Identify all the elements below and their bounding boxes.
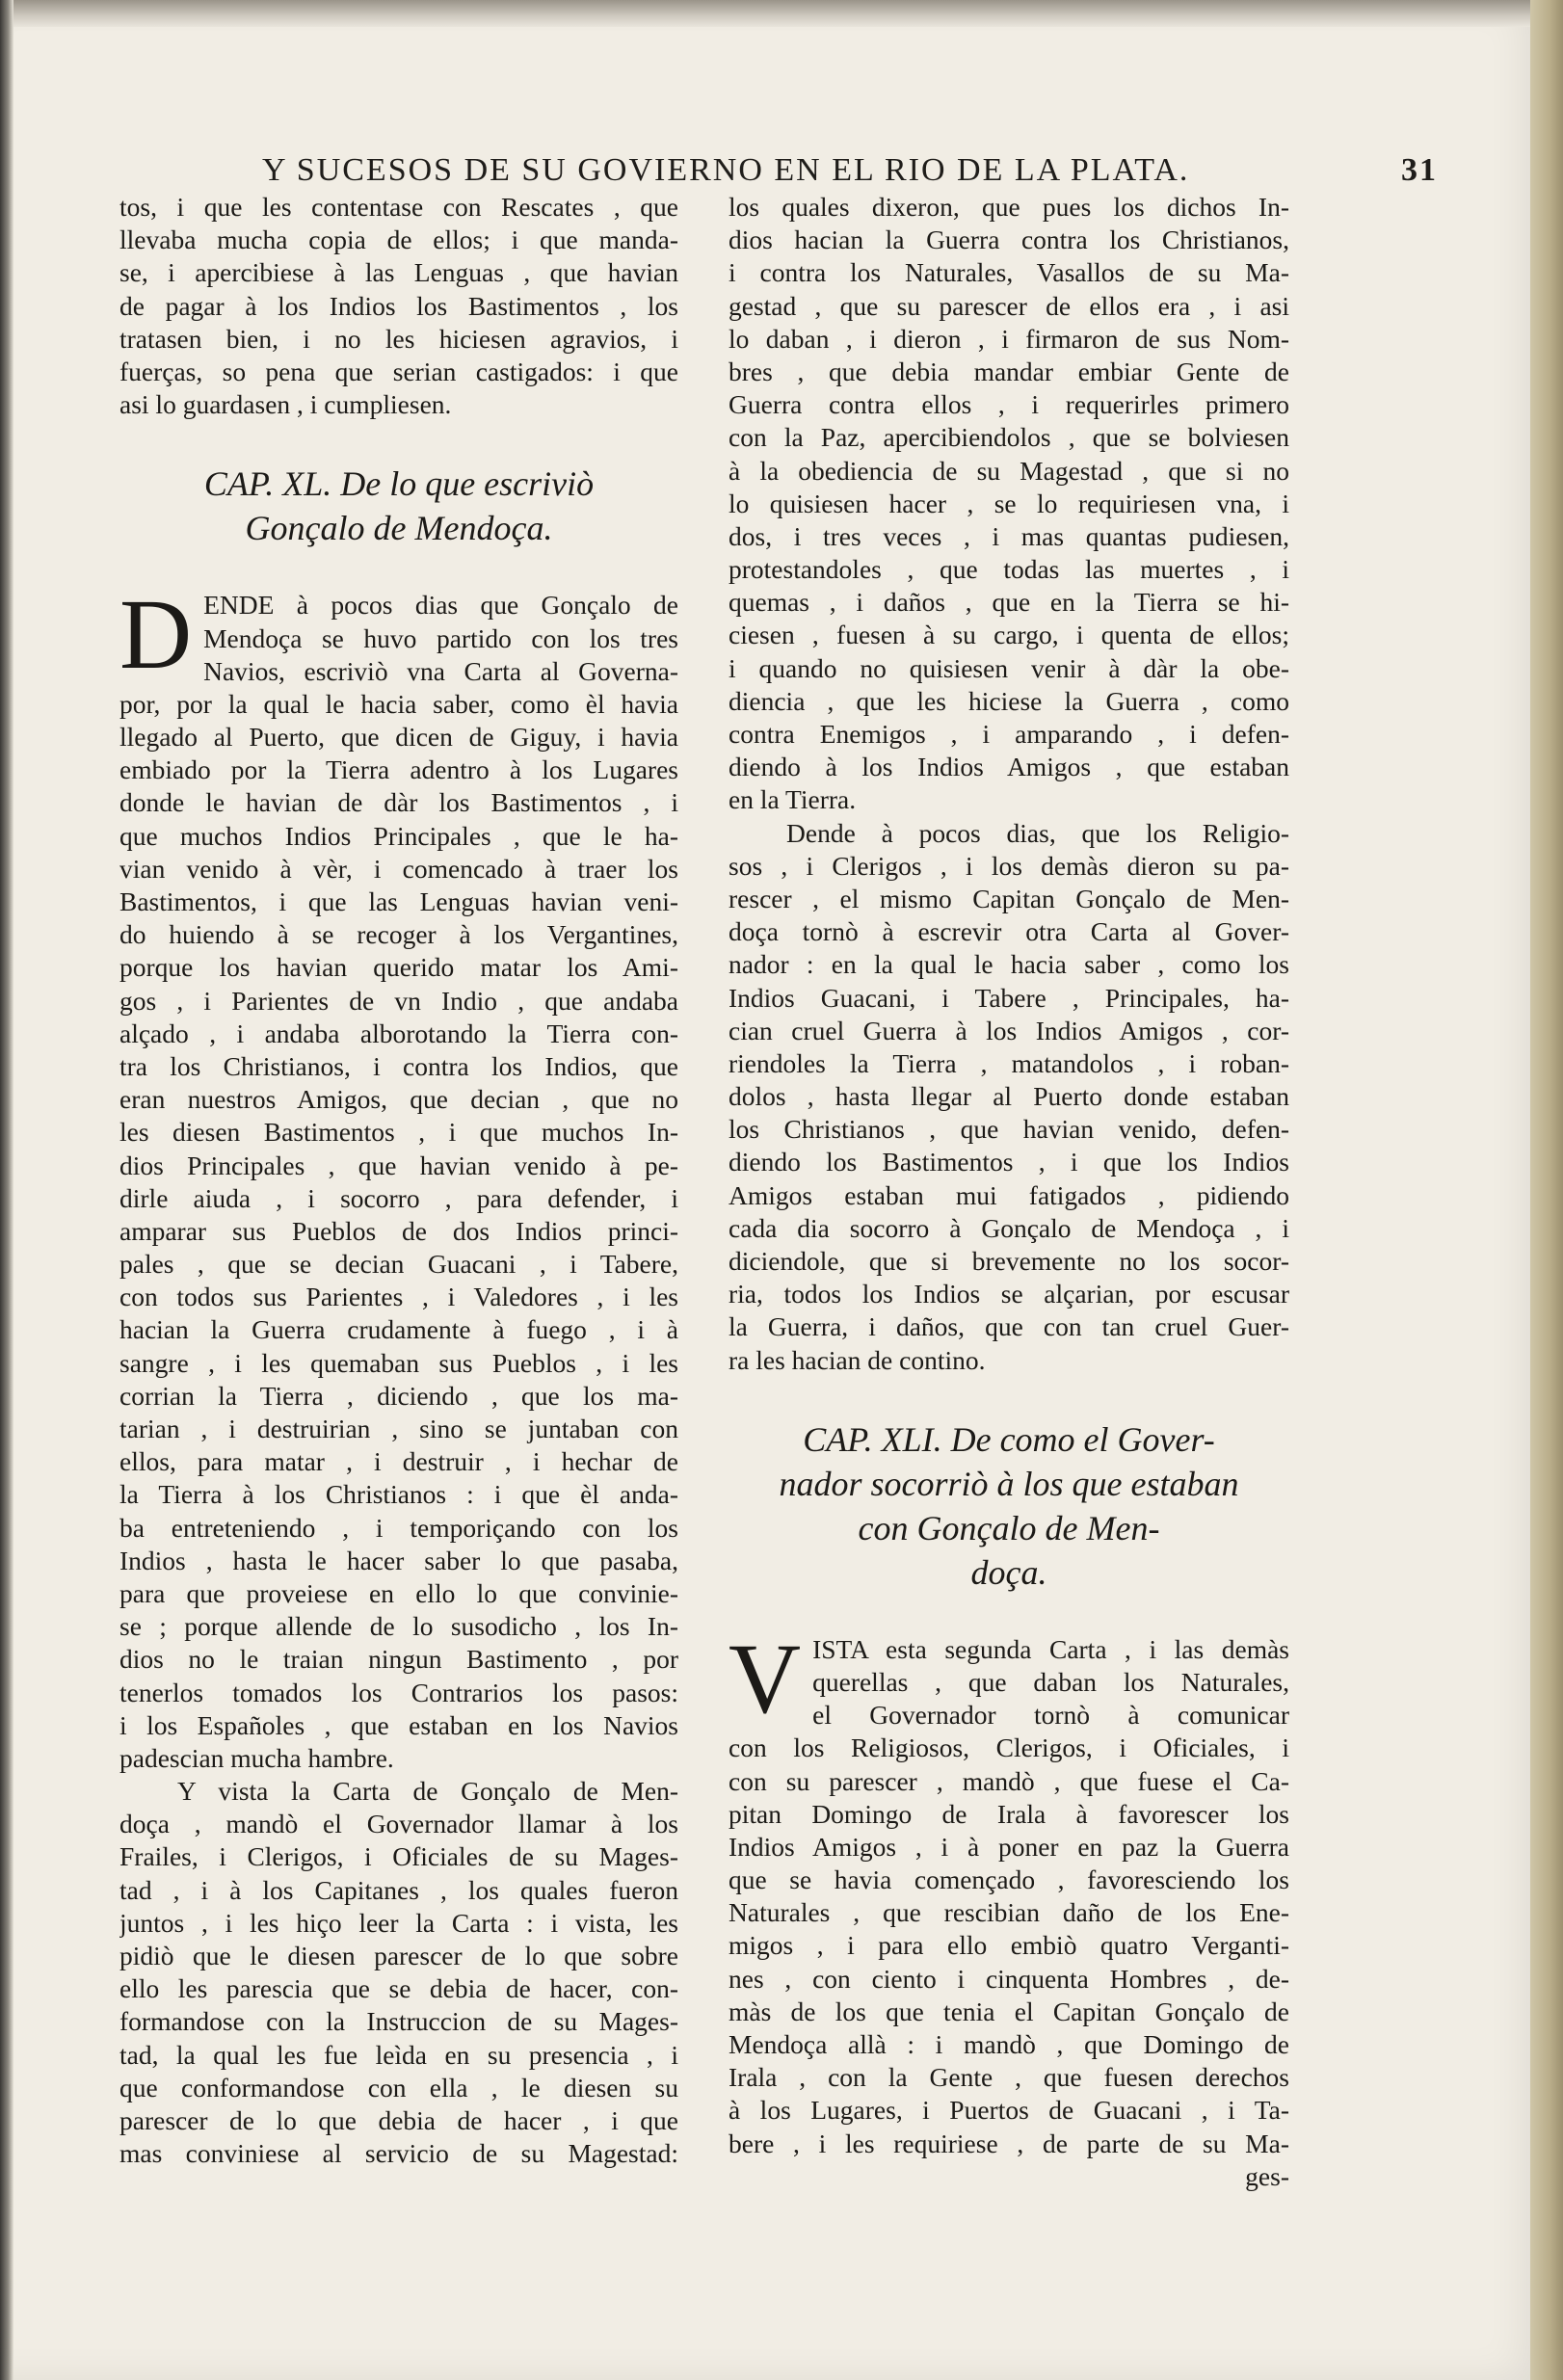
text-line: parescer de lo que debia de hacer , i que: [119, 2104, 678, 2135]
text-line: tarian , i destruirian , sino se juntaban con: [119, 1414, 678, 1443]
chapter-heading-line: nador socorriò à los que estaban: [779, 1464, 1239, 1503]
text-line: llegado al Puerto, que dicen de Giguy, i havia: [119, 722, 678, 753]
text-line: dios no le traian ningun Bastimento , por: [119, 1644, 678, 1675]
text-line: dios hacian la Guerra contra los Christianos,: [729, 225, 1289, 255]
text-line: i contra los Naturales, Vasallos de su Ma-: [729, 257, 1289, 288]
text-line: lo daban , i dieron , i firmaron de sus Nom-: [729, 323, 1289, 354]
running-head: [262, 152, 1438, 189]
text-line: à la obediencia de su Magestad , que si no: [729, 455, 1289, 486]
text-line: Naturales , que rescibian daño de los Ene-: [729, 1897, 1289, 1928]
text-line: do huiendo à se recoger à los Vergantines,: [119, 919, 678, 950]
text-line: ria, todos los Indios se alçarian, por escusar: [729, 1279, 1289, 1309]
text-line: ellos, para matar , i destruir , i hechar de: [119, 1446, 678, 1477]
page-left-edge: [0, 0, 13, 2380]
text-line: dirle aiuda , i socorro , para defender, i: [119, 1182, 678, 1213]
text-line: fuerças, so pena que serian castigados: i que: [119, 356, 678, 386]
chapter-heading-line: Gonçalo de Mendoça.: [245, 509, 553, 548]
text-line: con su parescer , mandò , que fuese el Ca-: [729, 1765, 1289, 1796]
text-line: ba entreteniendo , i temporiçando con los: [119, 1512, 678, 1543]
text-line: alçado , i andaba alborotando la Tierra con-: [119, 1018, 678, 1048]
text-line: los Christianos , que havian venido, defen-: [729, 1114, 1289, 1145]
text-line: diendo à los Indios Amigos , que estaban: [729, 752, 1289, 782]
text-line: cian cruel Guerra à los Indios Amigos , cor-: [729, 1015, 1289, 1045]
right-paragraph-2: [729, 817, 1289, 1377]
chapter-heading-line: CAP. XLI. De como el Gover-: [803, 1419, 1215, 1459]
text-line: tenerlos tomados los Contrarios los pasos:: [119, 1677, 678, 1707]
text-line: tra los Christianos, i contra los Indios, que: [119, 1050, 678, 1081]
text-line: donde le havian de dàr los Bastimentos , i: [119, 787, 678, 818]
chapter-heading-line: CAP. XL. De lo que escriviò: [203, 464, 595, 504]
text-line: Dende à pocos dias, que los Religio-: [786, 817, 1289, 848]
running-head-title: Y SUCESOS DE SU GOVIERNO EN EL RIO DE LA PLATA.: [262, 152, 1190, 188]
text-line: querellas , que daban los Naturales,: [812, 1666, 1289, 1697]
text-line: pales , que se decian Guacani , i Tabere,: [119, 1249, 678, 1280]
text-line: contra Enemigos , i amparando , i defen-: [729, 719, 1289, 749]
text-line: tratasen bien, i no les hiciesen agravios, i: [119, 323, 678, 354]
text-line: tad , i à los Capitanes , los quales fueron: [119, 1874, 678, 1905]
text-line: doça tornò à escrevir otra Carta al Gover-: [729, 916, 1289, 947]
text-line: corrian la Tierra , diciendo , que los ma-: [119, 1380, 678, 1411]
left-paragraph-2: [119, 1775, 678, 2170]
text-line: nes , con ciento i cinquenta Hombres , de-: [729, 1963, 1289, 1994]
text-line: Indios Guacani, i Tabere , Principales, ha-: [729, 982, 1289, 1013]
text-line: à los Lugares, i Puertos de Guacani , i Ta-: [729, 2095, 1289, 2126]
text-line: mas conviniese al servicio de su Magestad:: [119, 2138, 678, 2169]
text-line: Bastimentos, i que las Lenguas havian veni-: [119, 886, 678, 916]
text-line: llevaba mucha copia de ellos; i que manda-: [119, 225, 678, 255]
page-right-edge: [1530, 0, 1563, 2380]
text-line: dos, i tres veces , i mas quantas pudiesen,: [729, 520, 1289, 551]
text-line: rescer , el mismo Capitan Gonçalo de Men-: [729, 883, 1289, 913]
text-line: ciesen , fuesen à su cargo, i quenta de ellos;: [729, 620, 1289, 650]
text-line: la Tierra à los Christianos : i que èl anda-: [119, 1479, 678, 1510]
text-line: sangre , i les quemaban sus Pueblos , i les: [119, 1347, 678, 1378]
chapter-heading-line: con Gonçalo de Men-: [858, 1508, 1160, 1547]
text-line: dolos , hasta llegar al Puerto donde estaban: [729, 1081, 1289, 1112]
text-line: diciendole, que si brevemente no los socor-: [729, 1246, 1289, 1276]
text-line: que se havia començado , favoresciendo los: [729, 1864, 1289, 1895]
text-line: con la Paz, apercibiendolos , que se bolviesen: [729, 422, 1289, 453]
right-continuation: [729, 191, 1289, 817]
text-line: el Governador tornò à comunicar: [812, 1700, 1289, 1731]
text-line: que conformandose con ella , le diesen su: [119, 2072, 678, 2102]
text-line: i los Españoles , que estaban en los Navios: [119, 1709, 678, 1740]
text-line: juntos , i les hiço leer la Carta : i vista, les: [119, 1907, 678, 1938]
page-number: 31: [1401, 152, 1438, 188]
text-line: en la Tierra.: [729, 784, 857, 815]
text-line: pidiò que le diesen parescer de lo que sobre: [119, 1941, 678, 1970]
text-line: riendoles la Tierra , matandolos , i roban-: [729, 1047, 1289, 1078]
text-line: los quales dixeron, que pues los dichos In-: [729, 192, 1289, 222]
text-line: Irala , con la Gente , que fuesen derechos: [729, 2062, 1289, 2093]
text-line: ello les parescia que se debia de hacer, con-: [119, 1973, 678, 2004]
text-line: embiado por la Tierra adentro à los Lugares: [119, 754, 678, 785]
text-line: Mendoça se huvo partido con los tres: [203, 622, 678, 653]
text-line: i quando no quisiesen venir à dàr la obe-: [729, 652, 1289, 683]
text-line: tos, i que les contentase con Rescates , que: [119, 192, 678, 222]
text-line: Guerra contra ellos , i requerirles primero: [729, 389, 1289, 420]
text-line: les diesen Bastimentos , i que muchos In-: [119, 1117, 678, 1148]
chapter-heading-xl: [119, 462, 678, 550]
page-top-edge: [0, 0, 1563, 27]
text-line: Indios , hasta le hacer saber lo que pasaba,: [119, 1545, 678, 1575]
drop-cap: V: [729, 1623, 802, 1734]
text-line: ISTA esta segunda Carta , i las demàs: [812, 1633, 1289, 1664]
text-line: eran nuestros Amigos, que decian , que no: [119, 1084, 678, 1115]
left-chapter-text: [119, 579, 678, 1775]
chapter-heading-xli: [729, 1417, 1289, 1595]
text-line: vian venido à vèr, i comencado à traer los: [119, 853, 678, 884]
text-line: gos , i Parientes de vn Indio , que andaba: [119, 985, 678, 1016]
text-line: de pagar à los Indios los Bastimentos , los: [119, 290, 678, 321]
text-line: diendo los Bastimentos , i que los Indios: [729, 1147, 1289, 1177]
right-chapter-text: [729, 1623, 1289, 2160]
text-line: bres , que debia mandar embiar Gente de: [729, 356, 1289, 386]
text-line: Amigos estaban mui fatigados , pidiendo: [729, 1179, 1289, 1210]
drop-cap: D: [119, 579, 193, 691]
text-line: cada dia socorro à Gonçalo de Mendoça , i: [729, 1212, 1289, 1243]
left-column: [119, 191, 678, 2170]
text-line: hacian la Guerra crudamente à fuego , i à: [119, 1314, 678, 1345]
right-column: [729, 191, 1289, 2193]
text-line: asi lo guardasen , i cumpliesen.: [119, 389, 452, 420]
left-continuation: [119, 191, 678, 421]
text-line: Frailes, i Clerigos, i Oficiales de su Mages-: [119, 1841, 678, 1872]
text-line: con los Religiosos, Clerigos, i Oficiales, i: [729, 1732, 1289, 1763]
text-line: Navios, escriviò vna Carta al Governa-: [203, 655, 678, 686]
text-line: Y vista la Carta de Gonçalo de Men-: [177, 1776, 678, 1807]
text-line: para que proveiese en ello lo que convinie-: [119, 1577, 678, 1608]
text-line: ENDE à pocos dias que Gonçalo de: [203, 590, 678, 621]
text-line: doça , mandò el Governador llamar à los: [119, 1809, 678, 1839]
text-line: màs de los que tenia el Capitan Gonçalo de: [729, 1996, 1289, 2026]
text-line: bere , i les requiriese , de parte de su Ma-: [729, 2128, 1289, 2158]
text-line: ra les hacian de contino.: [729, 1344, 986, 1375]
text-line: pitan Domingo de Irala à favorescer los: [729, 1798, 1289, 1829]
text-line: quemas , i daños , que en la Tierra se hi-: [729, 587, 1289, 618]
text-line: sos , i Clerigos , i los demàs dieron su pa-: [729, 850, 1289, 881]
text-line: dios Principales , que havian venido à pe-: [119, 1150, 678, 1180]
text-line: tad, la qual les fue leìda en su presencia , i: [119, 2039, 678, 2070]
text-line: migos , i para ello embiò quatro Verganti-: [729, 1930, 1289, 1961]
text-line: amparar sus Pueblos de dos Indios princi-: [119, 1215, 678, 1246]
chapter-heading-line: doça.: [970, 1552, 1047, 1592]
text-line: nador : en la qual le hacia saber , como los: [729, 949, 1289, 980]
text-line: porque los havian querido matar los Ami-: [119, 952, 678, 983]
text-line: con todos sus Parientes , i Valedores , i les: [119, 1282, 678, 1312]
catchword: ges-: [1245, 2160, 1289, 2191]
text-line: gestad , que su parescer de ellos era , i asi: [729, 290, 1289, 321]
text-line: que muchos Indios Principales , que le ha-: [119, 820, 678, 851]
text-line: Mendoça allà : i mandò , que Domingo de: [729, 2029, 1289, 2059]
text-line: padescian mucha hambre.: [119, 1742, 394, 1773]
text-line: por, por la qual le hacia saber, como èl havia: [119, 688, 678, 719]
text-line: la Guerra, i daños, que con tan cruel Guer-: [729, 1311, 1289, 1342]
text-line: se, i apercibiese à las Lenguas , que havian: [119, 257, 678, 288]
text-line: lo quisiesen hacer , se lo requiriesen vna, i: [729, 488, 1289, 518]
text-line: Indios Amigos , i à poner en paz la Guerra: [729, 1831, 1289, 1862]
text-line: se ; porque allende de lo susodicho , los In-: [119, 1611, 678, 1642]
text-line: protestandoles , que todas las muertes , i: [729, 554, 1289, 585]
text-line: formandose con la Instruccion de su Mages-: [119, 2006, 678, 2037]
text-line: diencia , que les hiciese la Guerra , como: [729, 685, 1289, 716]
